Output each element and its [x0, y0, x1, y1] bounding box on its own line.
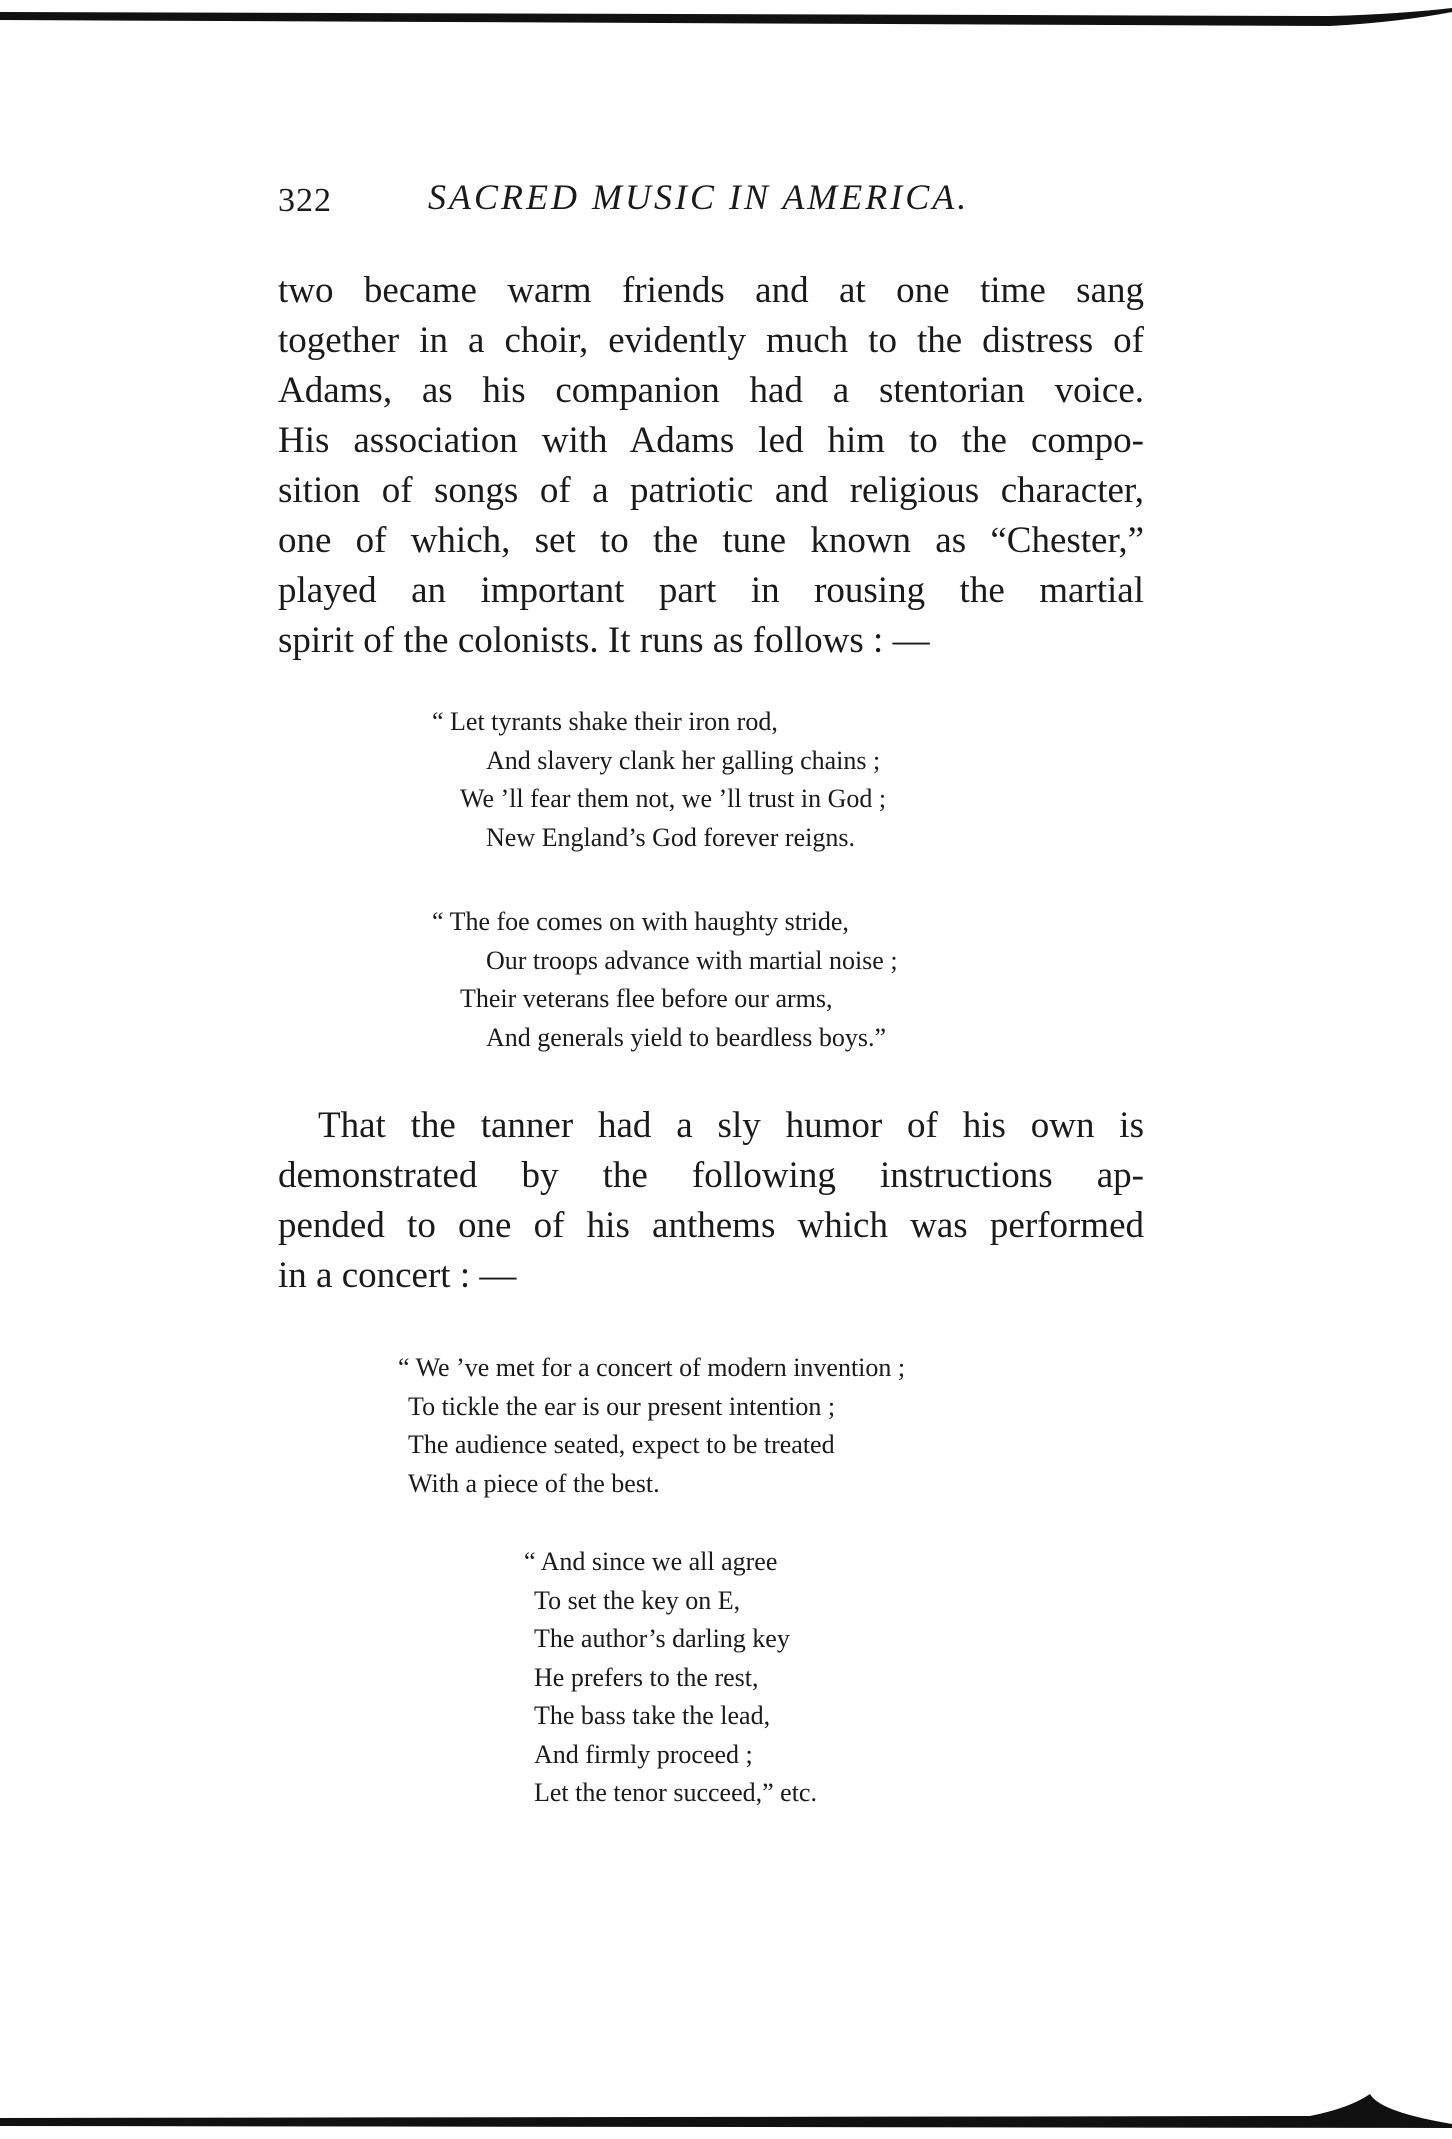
- text-line: spirit of the colonists. It runs as follows : —: [278, 620, 930, 661]
- verse-line: “ We ’ve met for a concert of modern invention ;: [398, 1353, 906, 1382]
- text-line: pended to one of his anthems which was performed: [278, 1205, 1144, 1246]
- verse-line: New England’s God forever reigns.: [486, 822, 855, 852]
- text-line: His association with Adams led him to the compo-: [278, 420, 1144, 461]
- verse-line: And slavery clank her galling chains ;: [486, 745, 881, 775]
- page-number: 322: [278, 182, 332, 219]
- verse-chester-stanza-2: [432, 903, 898, 1057]
- verse-line: Their veterans flee before our arms,: [460, 984, 833, 1013]
- verse-line: Our troops advance with martial noise ;: [486, 945, 898, 975]
- verse-line: With a piece of the best.: [408, 1468, 660, 1498]
- text-line: together in a choir, evidently much to the distress of: [278, 320, 1144, 361]
- running-head: SACRED MUSIC IN AMERICA.: [428, 177, 970, 217]
- text-line: one of which, set to the tune known as “Chester,”: [278, 520, 1144, 561]
- verse-line: Let the tenor succeed,” etc.: [534, 1778, 817, 1807]
- text-line: sition of songs of a patriotic and religious character,: [278, 470, 1144, 511]
- verse-concert: [398, 1349, 905, 1503]
- text-line: two became warm friends and at one time sang: [278, 270, 1144, 311]
- bottom-page-rule: [0, 2090, 1452, 2130]
- page-header: [278, 176, 1148, 236]
- verse-line: The author’s darling key: [534, 1624, 790, 1653]
- text-line: demonstrated by the following instructions ap-: [278, 1155, 1144, 1196]
- text-line: played an important part in rousing the martial: [278, 570, 1144, 611]
- verse-line: To set the key on E,: [534, 1585, 741, 1615]
- verse-line: “ And since we all agree: [524, 1547, 778, 1576]
- verse-line: And generals yield to beardless boys.”: [486, 1022, 887, 1052]
- verse-line: “ The foe comes on with haughty stride,: [432, 907, 849, 936]
- verse-line: To tickle the ear is our present intention ;: [408, 1391, 836, 1421]
- verse-key: [524, 1543, 817, 1813]
- verse-chester-stanza-1: [432, 703, 886, 857]
- top-page-rule: [0, 6, 1452, 26]
- text-line: Adams, as his companion had a stentorian voice.: [278, 370, 1144, 411]
- paragraph-1: [278, 266, 1144, 666]
- verse-line: And firmly proceed ;: [534, 1739, 753, 1769]
- verse-line: The bass take the lead,: [534, 1701, 771, 1730]
- text-line: in a concert : —: [278, 1255, 517, 1296]
- verse-line: The audience seated, expect to be treated: [408, 1430, 835, 1459]
- verse-line: “ Let tyrants shake their iron rod,: [432, 707, 778, 736]
- verse-line: We ’ll fear them not, we ’ll trust in God ;: [460, 784, 887, 813]
- text-line: That the tanner had a sly humor of his own is: [318, 1105, 1144, 1146]
- verse-line: He prefers to the rest,: [534, 1662, 759, 1692]
- paragraph-2: [278, 1101, 1144, 1301]
